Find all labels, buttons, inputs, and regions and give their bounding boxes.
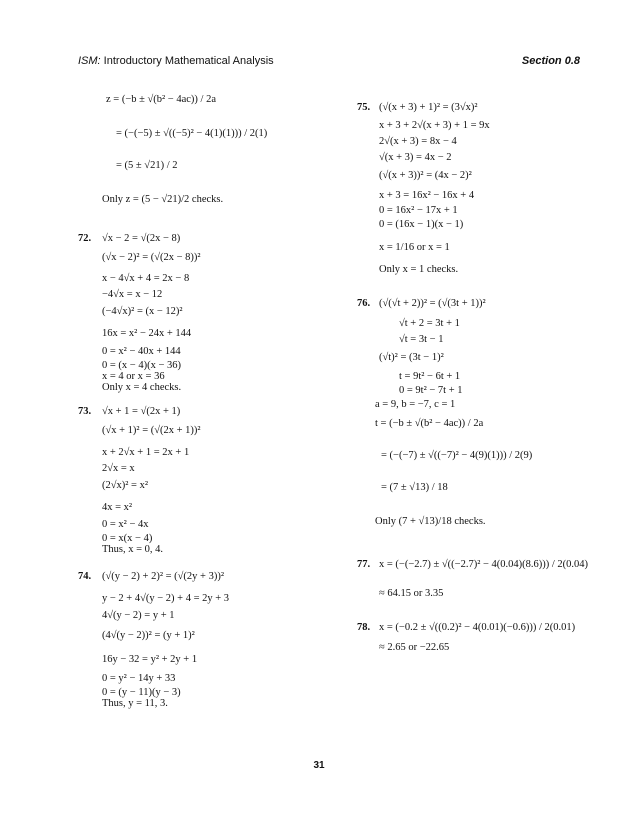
header-section: Section 0.8: [521, 55, 580, 67]
eq-line: x = (−0.2 ± √((0.2)² − 4(0.01)(−0.6))) / 2(0.01): [379, 622, 576, 633]
eq-line: 0 = (y − 11)(y − 3): [102, 687, 181, 698]
eq-line: −4√x = x − 12: [102, 289, 163, 300]
eq-line: x = 4 or x = 36: [102, 371, 165, 382]
header-book-title: [78, 55, 274, 67]
eq-line: 16x = x² − 24x + 144: [102, 328, 192, 339]
eq-line: 0 = (16x − 1)(x − 1): [379, 219, 464, 230]
header-abbr: ISM:: [78, 55, 101, 67]
eq-line: 2√x = x: [102, 463, 135, 474]
eq-line: y − 2 + 4√(y − 2) + 4 = 2y + 3: [102, 593, 230, 604]
eq-line: (2√x)² = x²: [102, 480, 148, 491]
eq-line: (√x − 2)² = (√(2x − 8))²: [102, 252, 201, 263]
eq-line: √(x + 3) = 4x − 2: [379, 152, 452, 163]
eq-line: (√(y − 2) + 2)² = (√(2y + 3))²: [102, 571, 224, 582]
eq-line: 0 = 9t² − 7t + 1: [399, 385, 463, 396]
eq-line: (√t)² = (3t − 1)²: [379, 352, 444, 363]
eq-line: Only x = 1 checks.: [379, 264, 459, 275]
eq-line: (√(√t + 2))² = (√(3t + 1))²: [379, 298, 486, 309]
problem-number: 76.: [357, 298, 371, 309]
eq-line: √t = 3t − 1: [399, 334, 444, 345]
problem-number: 73.: [78, 406, 92, 417]
eq-line: x − 4√x + 4 = 2x − 8: [102, 273, 190, 284]
eq-line: 4x = x²: [102, 502, 133, 513]
eq-line: 16y − 32 = y² + 2y + 1: [102, 654, 198, 665]
problem-number: 74.: [78, 571, 92, 582]
eq-line: t = (−b ± √(b² − 4ac)) / 2a: [375, 418, 484, 429]
eq-line: 0 = x² − 40x + 144: [102, 346, 181, 357]
eq-line: x + 3 = 16x² − 16x + 4: [379, 190, 475, 201]
eq-line: 0 = x(x − 4): [102, 533, 153, 544]
problem-number: 72.: [78, 233, 92, 244]
problem-number: 78.: [357, 622, 371, 633]
eq-line: t = 9t² − 6t + 1: [399, 371, 461, 382]
eq-line: Only x = 4 checks.: [102, 382, 182, 393]
eq-line: 0 = y² − 14y + 33: [102, 673, 176, 684]
eq-line: (−4√x)² = (x − 12)²: [102, 306, 183, 317]
eq-line: √t + 2 = 3t + 1: [399, 318, 460, 329]
eq-line: (√x + 1)² = (√(2x + 1))²: [102, 425, 201, 436]
eq-line: ≈ 2.65 or −22.65: [379, 642, 450, 653]
eq-line: 2√(x + 3) = 8x − 4: [379, 136, 457, 147]
eq-line: 0 = (x − 4)(x − 36): [102, 360, 182, 371]
eq-line: √x + 1 = √(2x + 1): [102, 406, 181, 417]
eq-line: = (7 ± √13) / 18: [381, 482, 448, 493]
eq-line: √x − 2 = √(2x − 8): [102, 233, 181, 244]
eq-line: ≈ 64.15 or 3.35: [379, 588, 444, 599]
eq-line: = (−(−5) ± √((−5)² − 4(1)(1))) / 2(1): [116, 128, 268, 139]
eq-line: Thus, x = 0, 4.: [102, 544, 164, 555]
eq-line: (√(x + 3) + 1)² = (3√x)²: [379, 102, 478, 113]
problem-number: 75.: [357, 102, 371, 113]
eq-line: x = 1/16 or x = 1: [379, 242, 450, 253]
eq-line: x + 2√x + 1 = 2x + 1: [102, 447, 190, 458]
eq-line: 0 = 16x² − 17x + 1: [379, 205, 458, 216]
eq-line: Only z = (5 − √21)/2 checks.: [102, 194, 224, 205]
eq-line: 0 = x² − 4x: [102, 519, 149, 530]
page-number: 31: [313, 760, 325, 771]
eq-line: Thus, y = 11, 3.: [102, 698, 168, 709]
eq-line: = (−(−7) ± √((−7)² − 4(9)(1))) / 2(9): [381, 450, 533, 461]
header-title-text: Introductory Mathematical Analysis: [100, 55, 274, 67]
eq-line: x = (−(−2.7) ± √((−2.7)² − 4(0.04)(8.6))) / 2(0.04): [379, 559, 589, 570]
eq-line: = (5 ± √21) / 2: [116, 160, 178, 171]
eq-line: (4√(y − 2))² = (y + 1)²: [102, 630, 195, 641]
problem-number: 77.: [357, 559, 371, 570]
eq-line: z = (−b ± √(b² − 4ac)) / 2a: [106, 94, 216, 105]
eq-line: 4√(y − 2) = y + 1: [102, 610, 175, 621]
eq-line: x + 3 + 2√(x + 3) + 1 = 9x: [379, 120, 490, 131]
eq-line: a = 9, b = −7, c = 1: [375, 399, 456, 410]
eq-line: (√(x + 3))² = (4x − 2)²: [379, 170, 472, 181]
eq-line: Only (7 + √13)/18 checks.: [375, 516, 486, 527]
